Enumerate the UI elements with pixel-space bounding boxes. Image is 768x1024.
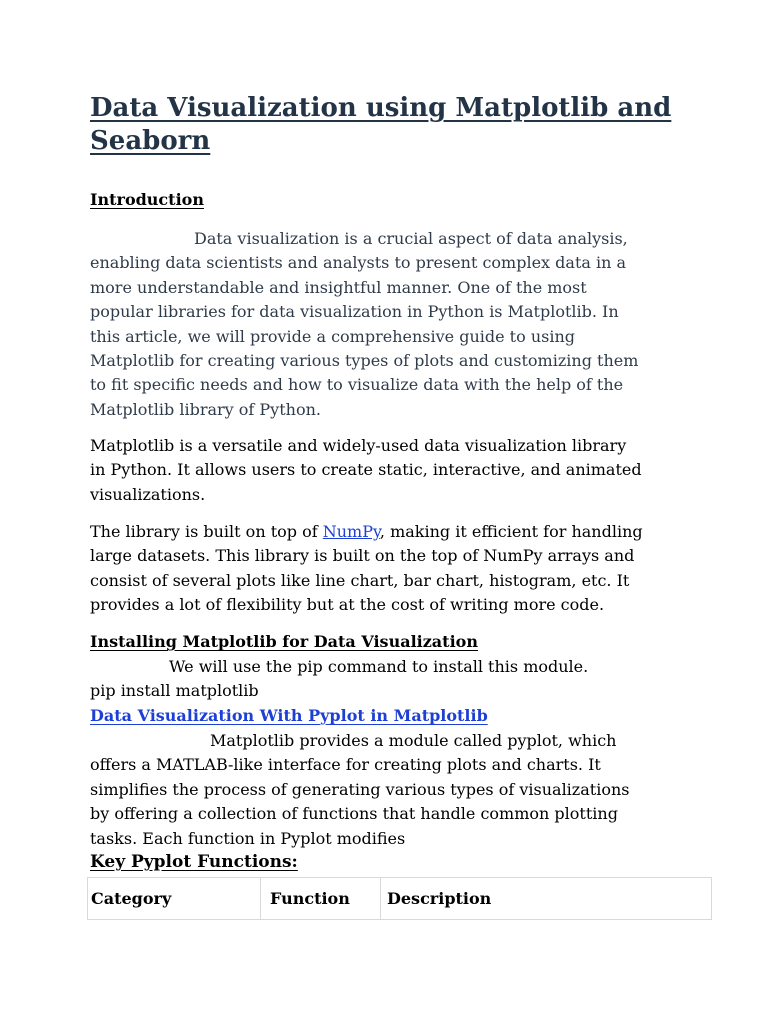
paragraph-line: offers a MATLAB-like interface for creating plots and charts. It [90,755,601,775]
table-header-category: Category [88,878,261,919]
paragraph-line: large datasets. This library is built on the top of NumPy arrays and [90,546,635,566]
paragraph-line: Matplotlib for creating various types of plots and customizing them [90,351,639,371]
pyplot-heading-link[interactable]: Data Visualization With Pyplot in Matplotlib [90,706,488,725]
paragraph-line: in Python. It allows users to create static, interactive, and animated [90,460,642,480]
paragraph-line: popular libraries for data visualization in Python is Matplotlib. In [90,302,619,322]
paragraph-line: enabling data scientists and analysts to present complex data in a [90,253,627,273]
introduction-paragraph [90,227,690,422]
paragraph-line: Matplotlib provides a module called pyplot, which [210,731,617,750]
paragraph-text: , making it efficient for handling [379,522,643,541]
pip-command-line: pip install matplotlib [90,681,259,701]
paragraph-line: by offering a collection of functions that handle common plotting [90,804,618,824]
paragraph-line: consist of several plots like line chart, bar chart, histogram, etc. It [90,570,630,590]
paragraph-line: tasks. Each function in Pyplot modifies [90,828,406,848]
paragraph-line: more understandable and insightful manner. One of the most [90,277,587,297]
paragraph-line: Matplotlib library of Python. [90,399,321,419]
paragraph-line: simplifies the process of generating various types of visualizations [90,779,630,799]
paragraph-line: visualizations. [90,484,206,504]
introduction-heading: Introduction [90,190,204,209]
key-functions-heading: Key Pyplot Functions: [90,852,298,872]
pyplot-paragraph [90,729,690,851]
matplotlib-overview-paragraph [90,434,690,507]
paragraph-line: We will use the pip command to install this module. [169,657,589,676]
table-header-function: Function [261,878,381,919]
paragraph-line: Data visualization is a crucial aspect of data analysis, [194,229,628,248]
table-header-description: Description [387,889,492,908]
page-title: Data Visualization using Matplotlib and Seaborn [90,93,672,156]
paragraph-line: provides a lot of flexibility but at the cost of writing more code. [90,595,605,615]
functions-table [87,877,712,920]
paragraph-line: to fit specific needs and how to visualize data with the help of the [90,375,624,395]
paragraph-line: Matplotlib is a versatile and widely-used data visualization library [90,436,627,455]
numpy-paragraph [90,520,690,618]
install-paragraph [90,655,690,704]
installing-heading: Installing Matplotlib for Data Visualization [90,632,478,651]
paragraph-line [90,520,690,544]
paragraph-text: The library is built on top of [90,522,323,541]
numpy-link[interactable]: NumPy [322,522,380,541]
paragraph-line: this article, we will provide a comprehensive guide to using [90,326,575,346]
